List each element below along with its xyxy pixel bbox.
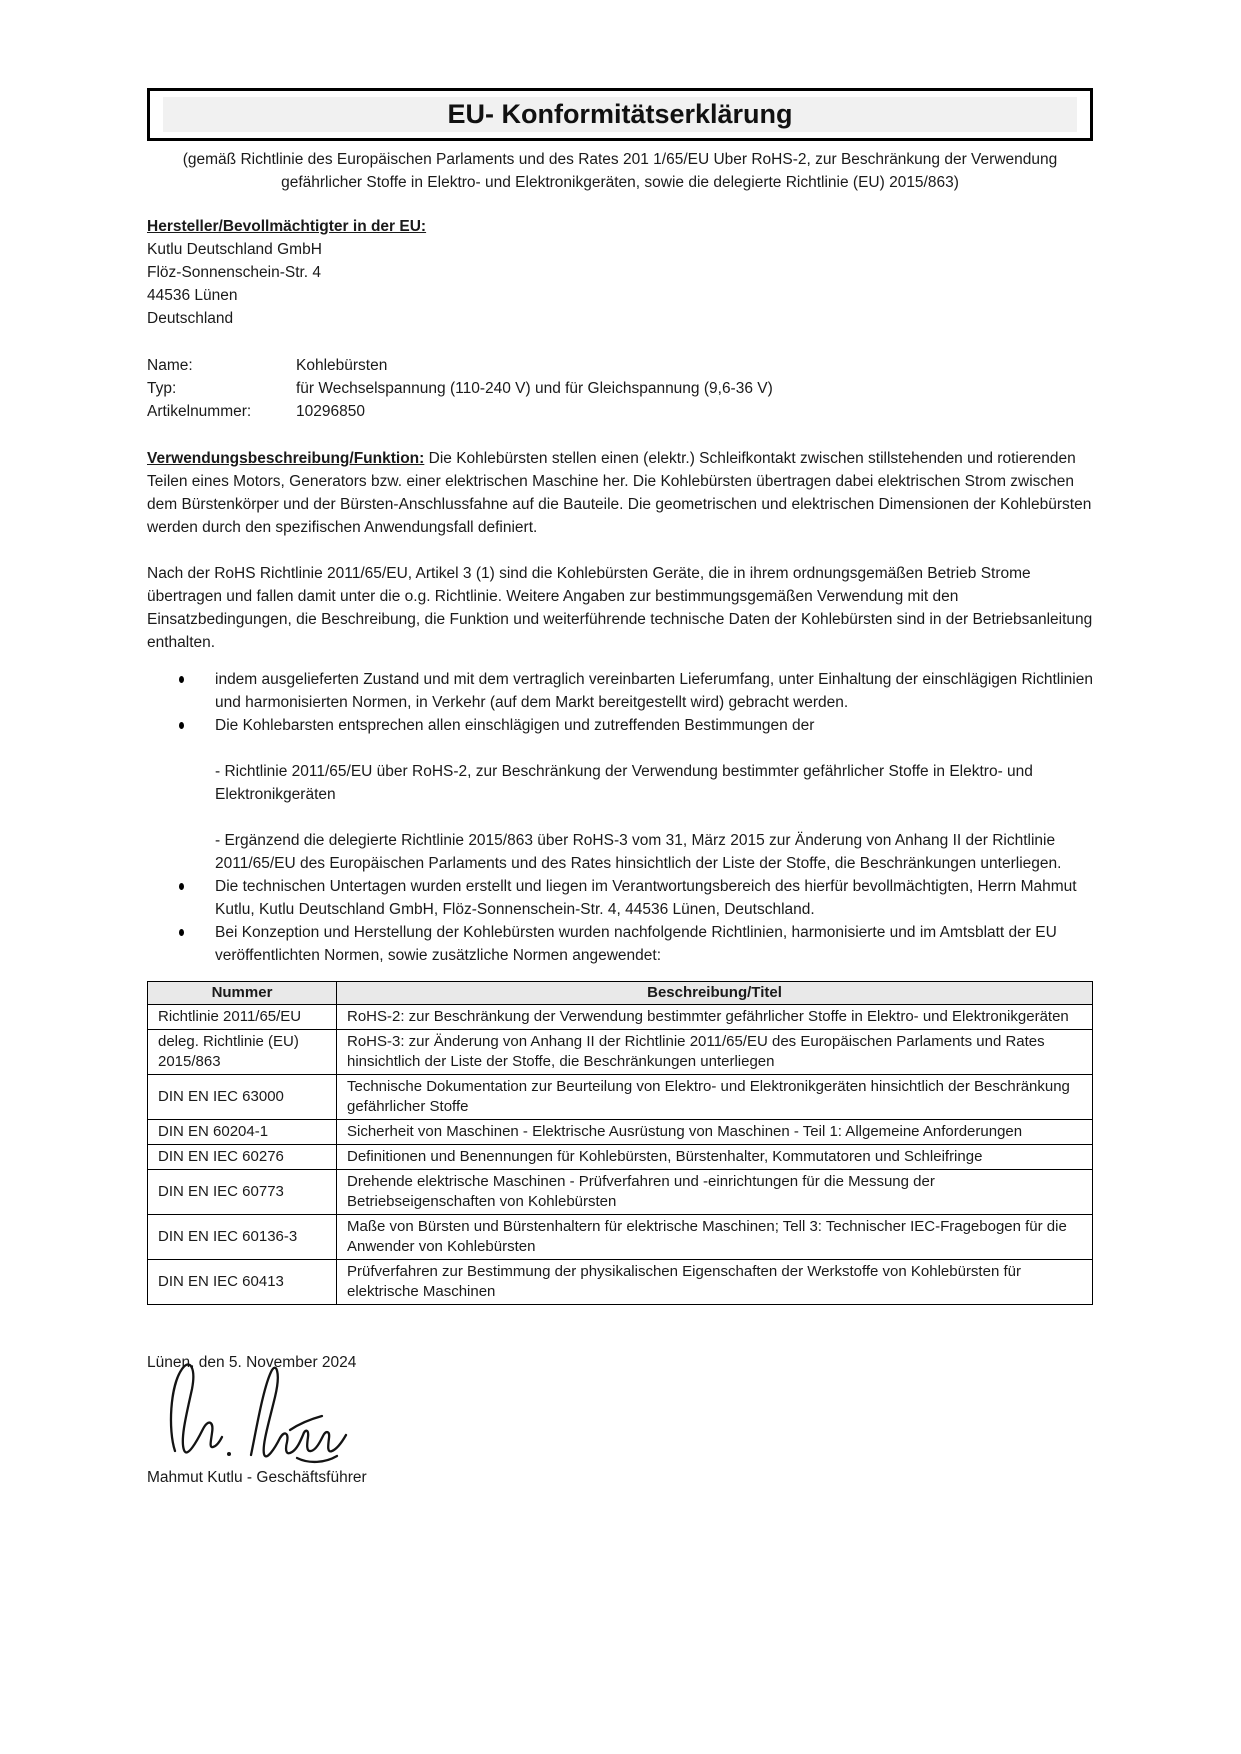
bullet-text: indem ausgelieferten Zustand und mit dem vertraglich vereinbarten Lieferumfang, unter Einhaltung der einschlägigen Richtlinien und harmonisierten Normen, in Verkehr (auf dem Markt bereitgestellt wird) gebracht werden.	[215, 671, 1093, 711]
table-cell-beschreibung: Drehende elektrische Maschinen - Prüfverfahren und -einrichtungen für die Messung der Betriebseigenschaften von Kohlebürsten	[337, 1170, 1093, 1215]
standards-table	[147, 981, 1093, 1305]
product-row-artikelnummer	[147, 400, 1093, 423]
bullet-item	[215, 875, 1093, 921]
bullet-subitem: - Richtlinie 2011/65/EU über RoHS-2, zur Beschränkung der Verwendung bestimmter gefährlicher Stoffe in Elektro- und Elektronikgeräten	[215, 763, 1033, 803]
product-label: Name:	[147, 357, 193, 374]
signatory-name: Mahmut Kutlu - Geschäftsführer	[147, 1469, 367, 1486]
product-row-name	[147, 354, 1093, 377]
table-cell-nummer: DIN EN IEC 60413	[148, 1260, 337, 1305]
bullet-item	[215, 668, 1093, 714]
manufacturer-city: 44536 Lünen	[147, 287, 238, 304]
manufacturer-section	[147, 215, 1093, 330]
usage-heading: Verwendungsbeschreibung/Funktion:	[147, 450, 425, 467]
table-row	[148, 1260, 1093, 1305]
table-cell-nummer: DIN EN IEC 63000	[148, 1075, 337, 1120]
table-row	[148, 1170, 1093, 1215]
table-cell-beschreibung: Maße von Bürsten und Bürstenhaltern für elektrische Maschinen; Tell 3: Technischer IEC-Fragebogen für die Anwender von Kohlebürsten	[337, 1215, 1093, 1260]
rohs-paragraph: Nach der RoHS Richtlinie 2011/65/EU, Artikel 3 (1) sind die Kohlebürsten Geräte, die in ihrem ordnungsgemäßen Betrieb Strome übertragen und fallen damit unter die o.g. Richtlinie. Weitere Angaben zur bestimmungsgemäßen Verwendung mit den Einsatzbedingungen, die Beschreibung, die Funktion und weiterführende technische Daten der Kohlebürsten sind in der Betriebsanleitung enthalten.	[147, 565, 1093, 651]
bullet-subitem: - Ergänzend die delegierte Richtlinie 2015/863 über RoHS-3 vom 31, März 2015 zur Änderung von Anhang II der Richtlinie 2011/65/EU des Europäischen Parlaments und des Rates hinsichtlich der Liste der Stoffe, die Beschränkungen unterliegen.	[215, 832, 1062, 872]
column-header-beschreibung: Beschreibung/Titel	[337, 982, 1093, 1005]
manufacturer-street: Flöz-Sonnenschein-Str. 4	[147, 264, 322, 281]
table-cell-beschreibung: RoHS-3: zur Änderung von Anhang II der Richtlinie 2011/65/EU des Europäischen Parlaments und Rates hinsichtlich der Liste der Stoffe, die Beschränkungen unterliegen	[337, 1030, 1093, 1075]
manufacturer-country: Deutschland	[147, 310, 234, 327]
table-row	[148, 1005, 1093, 1030]
standards-table-head	[148, 982, 1093, 1005]
product-row-typ	[147, 377, 1093, 400]
standards-table-body	[148, 1005, 1093, 1305]
bullet-text: Die technischen Untertagen wurden erstellt und liegen im Verantwortungsbereich des hierfür bevollmächtigten, Herrn Mahmut Kutlu, Kutlu Deutschland GmbH, Flöz-Sonnenschein-Str. 4, 44536 Lünen, Deutschland.	[215, 878, 1077, 918]
table-cell-nummer: Richtlinie 2011/65/EU	[148, 1005, 337, 1030]
product-label: Typ:	[147, 380, 177, 397]
table-cell-beschreibung: Technische Dokumentation zur Beurteilung von Elektro- und Elektronikgeräten hinsichtlich der Beschränkung gefährlicher Stoffe	[337, 1075, 1093, 1120]
product-value: 10296850	[296, 403, 365, 420]
table-cell-beschreibung: Definitionen und Benennungen für Kohlebürsten, Bürstenhalter, Kommutatoren und Schleifringe	[337, 1145, 1093, 1170]
manufacturer-name: Kutlu Deutschland GmbH	[147, 241, 322, 258]
signature-icon	[159, 1358, 369, 1466]
bullet-item	[215, 921, 1093, 967]
title-box	[147, 88, 1093, 141]
bullet-text: Die Kohlebarsten entsprechen allen einschlägigen und zutreffenden Bestimmungen der	[215, 717, 815, 734]
column-header-nummer: Nummer	[148, 982, 337, 1005]
product-value: Kohlebürsten	[296, 357, 388, 374]
table-cell-nummer: DIN EN IEC 60276	[148, 1145, 337, 1170]
date-line: Lünen, den 5. November 2024	[147, 1354, 357, 1371]
table-cell-nummer: DIN EN IEC 60773	[148, 1170, 337, 1215]
subtitle: (gemäß Richtlinie des Europäischen Parlaments und des Rates 201 1/65/EU Uber RoHS-2, zur Beschränkung der Verwendung gefährlicher Stoffe in Elektro- und Elektronikgeräten, sowie die delegierte Richtlinie (EU) 2015/863)	[182, 151, 1058, 191]
table-row	[148, 1215, 1093, 1260]
table-cell-nummer: deleg. Richtlinie (EU) 2015/863	[148, 1030, 337, 1075]
bullet-item	[215, 714, 1093, 875]
table-cell-nummer: DIN EN IEC 60136-3	[148, 1215, 337, 1260]
table-cell-beschreibung: Sicherheit von Maschinen - Elektrische Ausrüstung von Maschinen - Teil 1: Allgemeine Anforderungen	[337, 1120, 1093, 1145]
table-row	[148, 1030, 1093, 1075]
bullet-list	[147, 668, 1093, 967]
table-cell-beschreibung: RoHS-2: zur Beschränkung der Verwendung bestimmter gefährlicher Stoffe in Elektro- und Elektronikgeräten	[337, 1005, 1093, 1030]
product-section	[147, 354, 1093, 423]
table-cell-nummer: DIN EN 60204-1	[148, 1120, 337, 1145]
usage-paragraph	[147, 447, 1093, 539]
table-cell-beschreibung: Prüfverfahren zur Bestimmung der physikalischen Eigenschaften der Werkstoffe von Kohlebürsten für elektrische Maschinen	[337, 1260, 1093, 1305]
product-value: für Wechselspannung (110-240 V) und für Gleichspannung (9,6-36 V)	[296, 380, 773, 397]
bullet-text: Bei Konzeption und Herstellung der Kohlebürsten wurden nachfolgende Richtlinien, harmonisierte und im Amtsblatt der EU veröffentlichten Normen, sowie zusätzliche Normen angewendet:	[215, 924, 1057, 964]
manufacturer-heading: Hersteller/Bevollmächtigter in der EU:	[147, 218, 427, 235]
table-row	[148, 1120, 1093, 1145]
page-title: EU- Konformitätserklärung	[447, 99, 793, 129]
table-row	[148, 1075, 1093, 1120]
table-header-row	[148, 982, 1093, 1005]
usage-text: Die Kohlebürsten stellen einen (elektr.) Schleifkontakt zwischen stillstehenden und rotierenden Teilen eines Motors, Generators bzw. einer elektrischen Maschine her. Die Kohlebürsten übertragen dabei elektrischen Strom zwischen dem Bürstenkörper und der Bürsten-Anschlussfahne auf die Bauteile. Die geometrischen und elektrischen Dimensionen der Kohlebürsten werden durch den spezifischen Anwendungsfall definiert.	[147, 450, 1092, 536]
product-label: Artikelnummer:	[147, 403, 252, 420]
table-row	[148, 1145, 1093, 1170]
title-band	[163, 97, 1077, 132]
page-content	[147, 0, 1093, 1489]
